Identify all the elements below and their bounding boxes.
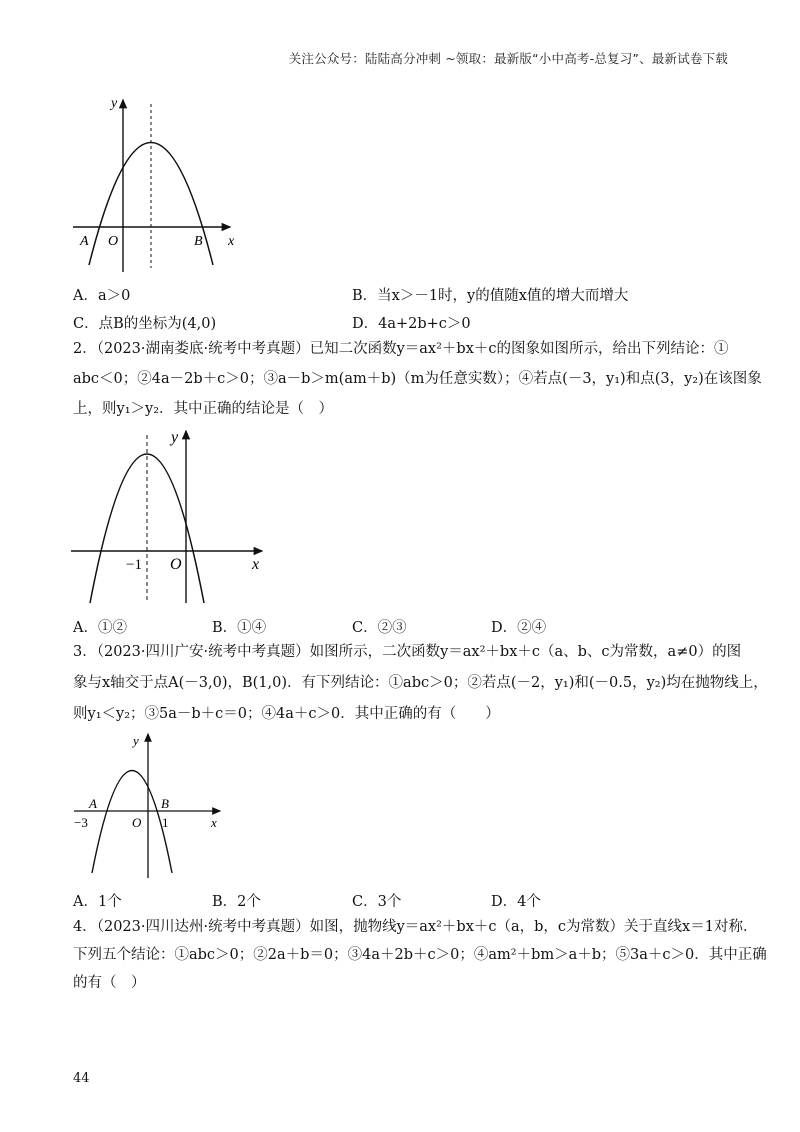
q1-parabola-graph bbox=[70, 90, 250, 280]
q1-label-B: B bbox=[194, 234, 203, 249]
q2-parabola-graph bbox=[66, 425, 276, 610]
q3-stem-line-3: 则y₁＜y₂；③5a－b＋c＝0；④4a＋c＞0．其中正确的有（ ） bbox=[73, 706, 500, 722]
q3-option-d: D．4个 bbox=[491, 894, 541, 910]
q3-option-c: C．3个 bbox=[352, 894, 402, 910]
q3-label-neg3: −3 bbox=[74, 815, 88, 830]
q3-option-a: A．1个 bbox=[73, 894, 122, 910]
q3-stem-line-1: 3．（2023·四川广安·统考中考真题）如图所示，二次函数y＝ax²＋bx＋c（a、b、c为常数，a≠0）的图 bbox=[73, 644, 742, 660]
q2-label-x: x bbox=[252, 556, 260, 573]
q2-option-a: A．①② bbox=[73, 620, 127, 636]
q3-option-b: B．2个 bbox=[212, 894, 261, 910]
q3-label-B: B bbox=[161, 796, 169, 811]
page-number: 44 bbox=[73, 1071, 90, 1086]
q3-stem-line-2: 象与x轴交于点A(－3,0)，B(1,0)．有下列结论：①abc＞0；②若点(－2，y₁)和(－0.5，y₂)均在抛物线上， bbox=[73, 675, 768, 691]
q2-stem-line-1: 2．（2023·湖南娄底·统考中考真题）已知二次函数y＝ax²＋bx＋c的图象如图所示，给出下列结论：① bbox=[73, 341, 729, 357]
q3-label-y: y bbox=[133, 733, 139, 748]
q3-label-A: A bbox=[89, 796, 97, 811]
q1-label-O: O bbox=[108, 234, 119, 249]
q1-option-d: D．4a+2b+c＞0 bbox=[352, 316, 471, 332]
q3-label-one: 1 bbox=[162, 815, 169, 830]
q2-stem-line-3: 上，则y₁＞y₂．其中正确的结论是（ ） bbox=[73, 401, 334, 417]
page-header: 关注公众号：陆陆高分冲刺 ~领取：最新版“小中高考-总复习”、最新试卷下载 bbox=[288, 51, 728, 66]
q2-label-O: O bbox=[170, 556, 182, 573]
q1-label-x: x bbox=[228, 234, 235, 249]
q1-label-A: A bbox=[80, 234, 89, 249]
q3-label-O: O bbox=[132, 815, 142, 830]
q2-label-y: y bbox=[171, 429, 179, 446]
q1-option-b: B．当x＞－1时，y的值随x值的增大而增大 bbox=[352, 288, 629, 304]
q3-parabola-graph bbox=[70, 728, 230, 883]
q1-label-y: y bbox=[111, 96, 118, 111]
q4-stem-line-2: 下列五个结论：①abc＞0；②2a＋b＝0；③4a＋2b＋c＞0；④am²＋bm＞a＋b；⑤3a＋c＞0．其中正确 bbox=[73, 947, 767, 963]
q4-stem-line-1: 4．（2023·四川达州·统考中考真题）如图，抛物线y＝ax²＋bx＋c（a，b，c为常数）关于直线x＝1对称． bbox=[73, 919, 758, 935]
q2-option-b: B．①④ bbox=[212, 620, 267, 636]
q2-label-neg1: −1 bbox=[126, 557, 142, 573]
q2-stem-line-2: abc＜0；②4a－2b＋c＞0；③a－b＞m(am＋b)（m为任意实数）；④若点(－3，y₁)和点(3，y₂)在该图象 bbox=[73, 371, 762, 387]
q3-label-x: x bbox=[211, 815, 217, 830]
q1-option-a: A．a＞0 bbox=[73, 288, 131, 304]
q2-option-c: C．②③ bbox=[352, 620, 407, 636]
q1-option-c: C．点B的坐标为(4,0) bbox=[73, 316, 217, 332]
q2-option-d: D．②④ bbox=[491, 620, 547, 636]
q4-stem-line-3: 的有（ ） bbox=[73, 975, 146, 991]
